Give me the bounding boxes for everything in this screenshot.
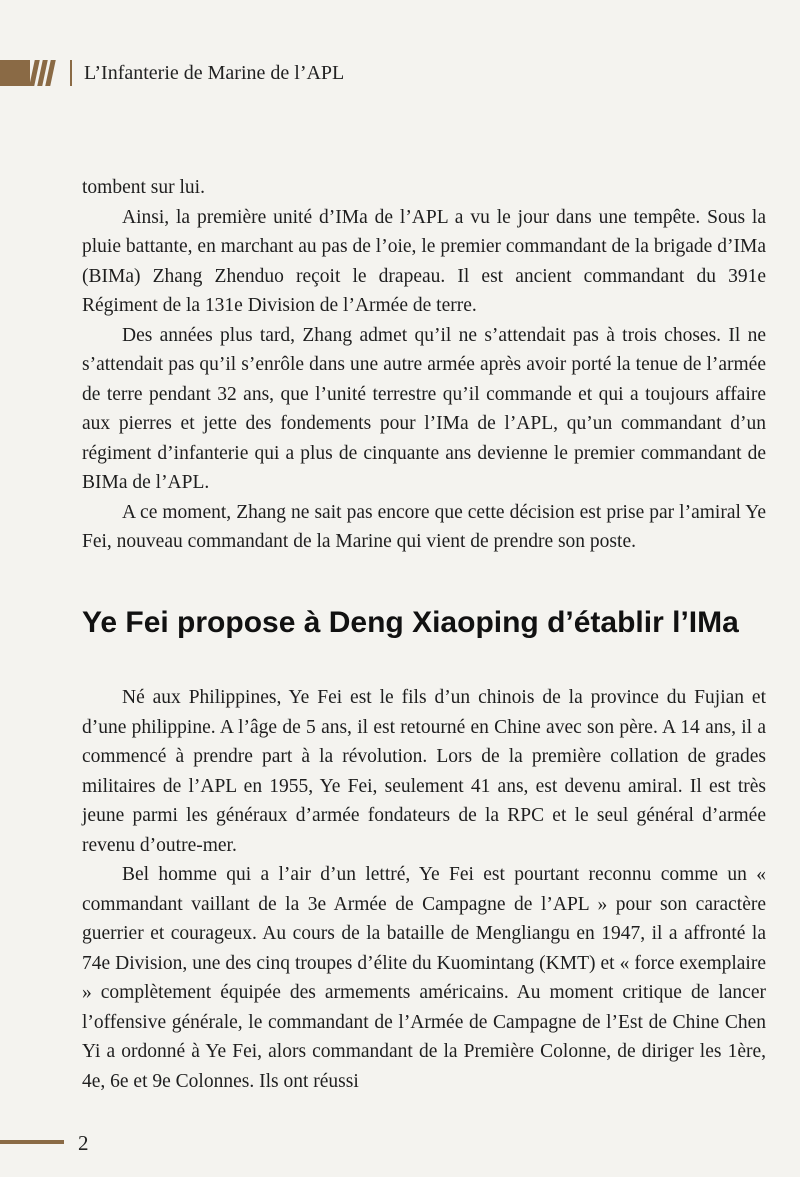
paragraph: tombent sur lui. [82,177,205,198]
paragraph: Ainsi, la première unité d’IMa de l’APL a vu le jour dans une tempête. Sous la pluie battante, en marchant au pas de l’oie, le premier commandant de la brigade d’IMa (BIMa) Zhang Zhenduo reçoit le drapeau. Il est ancient commandant du 391e Régiment de la 131e Division de l’Armée de terre. [82,206,766,316]
paragraph: A ce moment, Zhang ne sait pas encore que cette décision est prise par l’amiral Ye Fei, nouveau commandant de la Marine qui vient de prendre son poste. [82,501,766,552]
footer-decor-bar [0,1140,64,1144]
section-heading: Ye Fei propose à Deng Xiaoping d’établir l’IMa [82,606,739,639]
paragraph: Des années plus tard, Zhang admet qu’il ne s’attendait pas à trois choses. Il ne s’attendait pas qu’il s’enrôle dans une autre armée après avoir porté la tenue de l’armée de terre pendant 32 ans, que l’unité terrestre qu’il commande et qui a toujours affaire aux pierres et jette des fondements pour l’IMa de l’APL, qu’un commandant d’un régiment d’infanterie qui a plus de cinquante ans devienne le premier commandant de BIMa de l’APL. [82,324,766,493]
header-decor-bar [0,60,30,86]
body-text-top [82,173,766,557]
paragraph: Né aux Philippines, Ye Fei est le fils d’un chinois de la province du Fujian et d’une philippine. A l’âge de 5 ans, il est retourné en Chine avec son père. A 14 ans, il a commencé à prendre part à la révolution. Lors de la première collation de grades militaires de l’APL en 1955, Ye Fei, seulement 41 ans, est devenu amiral. Il est très jeune parmi les généraux d’armée fondateurs de la RPC et le seul général d’armée revenu d’outre-mer. [82,687,766,856]
header-decor-marks [32,60,53,86]
page-number: 2 [78,1131,89,1155]
running-header-title: L’Infanterie de Marine de l’APL [84,62,345,84]
body-text-bottom [82,683,766,1096]
header-divider [70,60,72,86]
paragraph: Bel homme qui a l’air d’un lettré, Ye Fei est pourtant reconnu comme un « commandant vaillant de la 3e Armée de Campagne de l’APL » pour son caractère guerrier et courageux. Au cours de la bataille de Mengliangu en 1947, il a affronté la 74e Division, une des cinq troupes d’élite du Kuomintang (KMT) et « force exemplaire » complètement équipée des armements américains. Au moment critique de lancer l’offensive générale, le commandant de l’Armée de Campagne de l’Est de Chine Chen Yi a ordonné à Ye Fei, alors commandant de la Première Colonne, de diriger les 1ère, 4e, 6e et 9e Colonnes. Ils ont réussi [82,864,766,1092]
